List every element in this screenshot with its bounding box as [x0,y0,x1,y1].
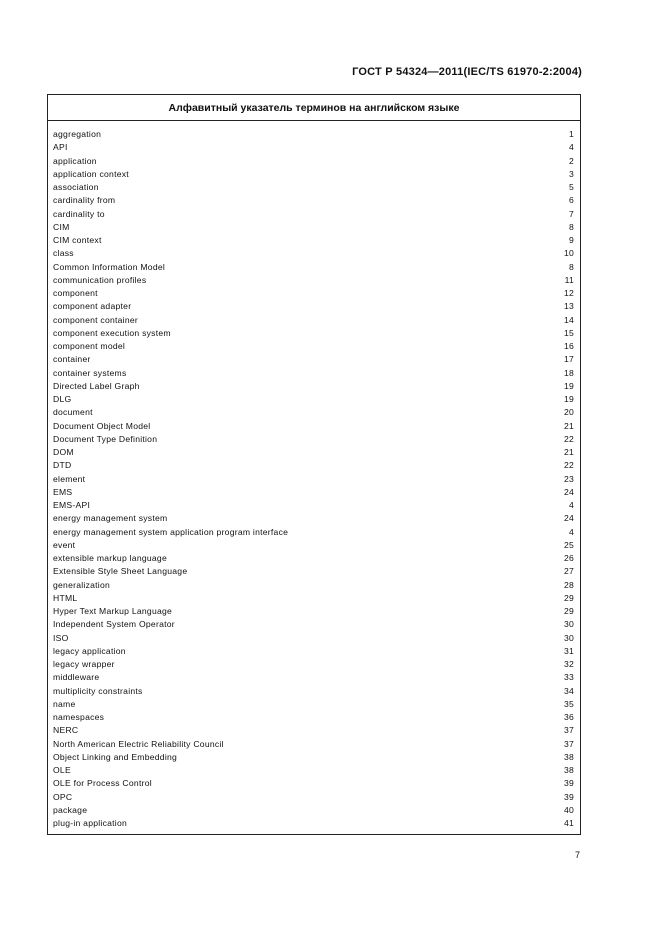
index-term: generalization [53,579,111,590]
index-term: cardinality to [53,208,105,219]
index-term: API [53,142,68,153]
index-ref-number: 19 [563,394,574,404]
index-entry [53,300,574,313]
index-entry [53,234,574,247]
index-ref-number: 18 [563,367,574,378]
index-ref-number: 27 [563,566,574,577]
index-term: communication profiles [53,274,147,285]
index-entry [53,247,574,260]
index-table [47,94,581,835]
index-ref-number: 29 [563,606,574,616]
index-entry [53,738,574,751]
index-entry [53,565,574,578]
index-entry [53,380,574,393]
index-term: DLG [53,394,72,404]
index-term: Independent System Operator [53,619,175,630]
index-ref-number: 14 [563,314,574,325]
index-ref-number: 39 [563,778,574,789]
index-ref-number: 38 [563,751,574,762]
index-term: component execution system [53,327,171,338]
index-term: component container [53,314,139,325]
index-ref-number: 35 [563,698,574,709]
index-ref-number: 3 [568,168,574,179]
index-ref-number: 4 [568,142,574,153]
index-entry [53,433,574,446]
index-entry [53,791,574,804]
index-term: event [53,539,76,550]
index-ref-number: 7 [568,208,574,219]
index-term: element [53,473,86,484]
index-entry [53,287,574,300]
index-term: CIM context [53,235,102,245]
index-entry [53,473,574,486]
index-term: OLE for Process Control [53,778,152,789]
index-entry [53,539,574,552]
index-term: multiplicity constraints [53,685,143,696]
index-term: plug-in application [53,818,128,828]
index-ref-number: 17 [563,354,574,365]
index-entry [53,221,574,234]
index-ref-number: 13 [563,301,574,312]
index-entry [53,393,574,406]
index-entry [53,685,574,698]
index-ref-number: 25 [563,539,574,550]
index-entry [53,552,574,565]
index-entry [53,168,574,181]
index-ref-number: 15 [563,327,574,338]
index-ref-number: 28 [563,579,574,590]
index-entry [53,632,574,645]
index-entry [53,618,574,631]
index-ref-number: 30 [563,632,574,643]
index-ref-number: 4 [568,500,574,510]
index-ref-number: 34 [563,685,574,696]
index-entry [53,817,574,830]
index-ref-number: 24 [563,486,574,497]
index-entry [53,155,574,168]
index-term: package [53,804,88,815]
index-term: legacy wrapper [53,659,115,669]
index-entry [53,459,574,472]
index-term: Directed Label Graph [53,380,140,391]
index-entry [53,353,574,366]
index-ref-number: 22 [563,433,574,444]
index-term: OLE [53,765,71,775]
index-ref-number: 22 [563,460,574,471]
index-ref-number: 38 [563,765,574,775]
index-term: OPC [53,791,73,802]
index-term: Hyper Text Markup Language [53,606,173,616]
index-term: energy management system [53,513,168,524]
index-ref-number: 37 [563,738,574,749]
index-entry [53,314,574,327]
index-entry [53,446,574,459]
index-entry [53,764,574,777]
index-ref-number: 20 [563,407,574,418]
index-term: extensible markup language [53,553,167,563]
index-ref-number: 30 [563,619,574,630]
index-entry [53,658,574,671]
index-ref-number: 11 [564,274,574,285]
index-entry [53,194,574,207]
index-title: Алфавитный указатель терминов на английском языке [168,102,460,114]
index-ref-number: 10 [563,248,574,259]
index-term: legacy application [53,645,126,656]
index-term: component [53,288,98,298]
index-entry [53,499,574,512]
index-term: DTD [53,460,72,471]
index-ref-number: 5 [568,182,574,192]
index-term: Object Linking and Embedding [53,751,178,762]
index-entry [53,605,574,618]
index-ref-number: 33 [563,672,574,683]
index-entry [53,711,574,724]
index-term: EMS [53,486,73,497]
index-term: container [53,354,91,365]
index-ref-number: 1 [568,129,574,139]
index-entry [53,804,574,817]
index-term: ISO [53,632,69,643]
index-entry [53,486,574,499]
index-entry [53,327,574,340]
index-entry [53,274,574,287]
index-term: aggregation [53,129,102,139]
index-term: namespaces [53,712,105,722]
index-ref-number: 8 [568,261,574,272]
index-ref-number: 41 [563,818,574,828]
index-ref-number: 36 [563,712,574,722]
index-entry [53,141,574,154]
index-ref-number: 40 [563,804,574,815]
index-term: Common Information Model [53,261,166,272]
index-entry [53,724,574,737]
index-entry [53,128,574,141]
index-entry [53,261,574,274]
index-term: application context [53,168,129,179]
index-ref-number: 21 [563,447,574,457]
index-entry [53,208,574,221]
page-number: 7 [575,850,581,860]
index-ref-number: 6 [568,195,574,206]
index-entry [53,751,574,764]
index-ref-number: 16 [563,341,574,351]
index-ref-number: 39 [563,791,574,802]
index-ref-number: 23 [563,473,574,484]
index-ref-number: 9 [568,235,574,245]
index-ref-number: 37 [563,725,574,736]
index-entry [53,367,574,380]
index-entry [53,579,574,592]
index-term: cardinality from [53,195,116,206]
index-ref-number: 21 [563,420,574,431]
document-header: ГОСТ Р 54324—2011(IEC/TS 61970-2:2004) [352,66,582,78]
index-ref-number: 8 [568,221,574,232]
index-entry [53,340,574,353]
index-term: association [53,182,99,192]
index-ref-number: 32 [563,659,574,669]
index-ref-number: 4 [568,526,574,537]
index-term: middleware [53,672,100,683]
index-term: North American Electric Reliability Council [53,738,224,749]
index-ref-number: 19 [563,380,574,391]
index-entry [53,645,574,658]
index-term: document [53,407,93,418]
index-entry [53,777,574,790]
index-term: component model [53,341,126,351]
index-term: Document Type Definition [53,433,158,444]
index-entries [53,128,574,830]
index-term: name [53,698,76,709]
index-ref-number: 26 [563,553,574,563]
index-term: component adapter [53,301,132,312]
index-term: Extensible Style Sheet Language [53,566,188,577]
index-term: CIM [53,221,70,232]
index-entry [53,698,574,711]
index-entry [53,526,574,539]
index-term: energy management system application program interface [53,526,289,537]
index-term: DOM [53,447,74,457]
index-ref-number: 31 [563,645,574,656]
index-entry [53,181,574,194]
index-entry [53,406,574,419]
index-term: HTML [53,592,78,603]
index-term: application [53,155,97,166]
index-entry [53,671,574,684]
index-ref-number: 2 [568,155,574,166]
index-ref-number: 12 [563,288,574,298]
index-term: Document Object Model [53,420,151,431]
index-ref-number: 24 [563,513,574,524]
title-divider [48,120,580,121]
index-term: container systems [53,367,127,378]
index-entry [53,592,574,605]
index-ref-number: 29 [563,592,574,603]
index-term: EMS-API [53,500,91,510]
index-term: NERC [53,725,79,736]
index-term: class [53,248,74,259]
index-entry [53,420,574,433]
index-entry [53,512,574,525]
